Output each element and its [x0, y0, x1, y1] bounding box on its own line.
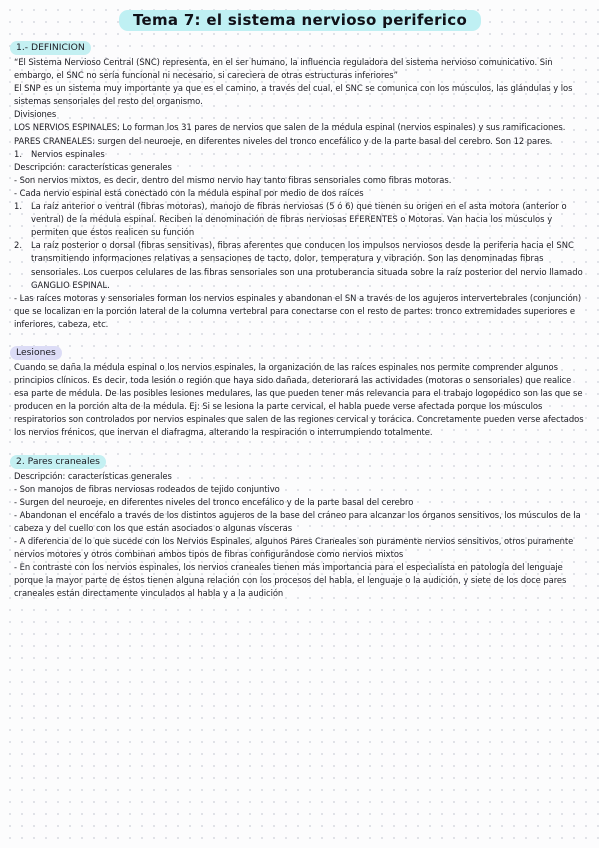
- bullet-raices-motoras: - Las raíces motoras y sensoriales forman los nervios espinales y abandonan el SN a través de los agujeros intervertebrales (conjunción) que se localizan en la porción lateral de la columna vertebral para conectarse con el resto de partes: tronco extremidades superiores e inferiores, cabeza, etc.: [14, 292, 582, 329]
- list-number: 1.: [14, 201, 22, 212]
- snp-paragraph: El SNP es un sistema muy importante ya que es el camino, a través del cual, el SNC se comunica con los músculos, las glándulas y los sistemas sensoriales del resto del organismo.: [14, 83, 573, 107]
- list-item-raiz-anterior: [14, 200, 586, 239]
- list-text: La raíz posterior o dorsal (fibras sensitivas), fibras aferentes que conducen los impulsos nerviosos desde la periferia hacia el SNC transmitiendo informaciones relativas a sensaciones de tacto, dolor, temperatura y vibración. Son las denominadas fibras sensoriales. Los cuerpos celulares de las fibras sensoriales son una protuberancia situada sobre la raíz posterior del nervio llamado GANGLIO ESPINAL.: [31, 240, 583, 290]
- section-heading-definicion: 1.- DEFINICION: [10, 41, 91, 55]
- bullet-mixtos: - Son nervios mixtos, es decir, dentro del mismo nervio hay tanto fibras sensoriales como fibras motoras.: [14, 174, 452, 185]
- bullet-manojos: - Son manojos de fibras nerviosas rodeados de tejido conjuntivo: [14, 483, 280, 494]
- section-heading-pares-craneales: 2. Pares craneales: [10, 455, 106, 469]
- bullet-surgen: - Surgen del neuroeje, en diferentes niveles del tronco encefálico y de la parte basal del cerebro: [14, 496, 414, 507]
- divisiones-label: Divisiones: [14, 109, 57, 120]
- subheading-nervios-espinales: [14, 148, 586, 161]
- title-wrap: [14, 10, 586, 31]
- descripcion-label: Descripción: características generales: [14, 161, 172, 172]
- nervios-espinales-paragraph: LOS NERVIOS ESPINALES: Lo forman los 31 pares de nervios que salen de la médula espinal (nervios espinales) y sus ramificaciones.: [14, 122, 566, 133]
- bullet-diferencia: - A diferencia de lo que sucede con los Nervios Espinales, algunos Pares Craneales son puramente nervios sensitivos, otros puramente nervios motores y otros combinan ambos tipos de fibras configurándose como nervios mixtos: [14, 536, 574, 560]
- pares-craneales-paragraph: PARES CRANEALES: surgen del neuroeje, en diferentes niveles del tronco encefálico y de la parte basal del cerebro. Son 12 pares.: [14, 135, 553, 146]
- page-title: Tema 7: el sistema nervioso periferico: [119, 10, 481, 31]
- subheading-number: 1.: [14, 148, 22, 159]
- quote-paragraph: “El Sistema Nervioso Central (SNC) representa, en el ser humano, la influencia reguladora del sistema nervioso comunicativo. Sin embargo, el SNC no sería funcional ni necesario, si careciera de otras estructuras inferiores”: [14, 57, 553, 81]
- bullet-abandonan: - Abandonan el encéfalo a través de los distintos agujeros de la base del cráneo para alcanzar los órganos sensitivos, los músculos de la cabeza y del cuello con los que están asociados o algunas vísceras: [14, 509, 581, 533]
- list-text: La raíz anterior o ventral (fibras motoras), manojo de fibras nerviosas (5 ó 6) que tienen su origen en el asta motora (anterior o ventral) de la médula espinal. Reciben la denominación de fibras nerviosas EFERENTES o Motoras. Van hacia los músculos y permiten que éstos realicen su función: [31, 201, 567, 238]
- descripcion-label-2: Descripción: características generales: [14, 470, 172, 481]
- bullet-dos-raices: - Cada nervio espinal está conectado con la médula espinal por medio de dos raíces: [14, 187, 364, 198]
- list-number: 2.: [14, 240, 22, 251]
- notes-page: [14, 10, 586, 600]
- subheading-text: Nervios espinales: [31, 148, 105, 159]
- list-item-raiz-posterior: [14, 239, 586, 291]
- bullet-contraste: - En contraste con los nervios espinales, los nervios craneales tienen más importancia para el especialista en patología del lenguaje porque la mayor parte de éstos tienen alguna relación con los procesos del habla, el lenguaje o la audición, y siete de los doce pares craneales están directamente vinculados al habla y a la audición: [14, 562, 567, 599]
- section-heading-lesiones: Lesiones: [10, 346, 62, 360]
- lesiones-paragraph: Cuando se daña la médula espinal o los nervios espinales, la organización de las raíces espinales nos permite comprender algunos principios clínicos. Es decir, toda lesión o región que haya sido dañada, deteriorará las actividades (motoras o sensoriales) que realice esa parte de médula. De las posibles lesiones medulares, las que pueden tener más relevancia para el trabajo logopédico son las que se producen en la porción alta de la médula. Ej: Si se lesiona la parte cervical, el habla puede verse afectada porque los músculos respiratorios son controlados por nervios espinales que salen de las regiones cervical y torácica. Concretamente pueden verse afectados los nervios frénicos, que inervan el diafragma, alterando la respiración o interrumpiendo totalmente.: [14, 361, 584, 438]
